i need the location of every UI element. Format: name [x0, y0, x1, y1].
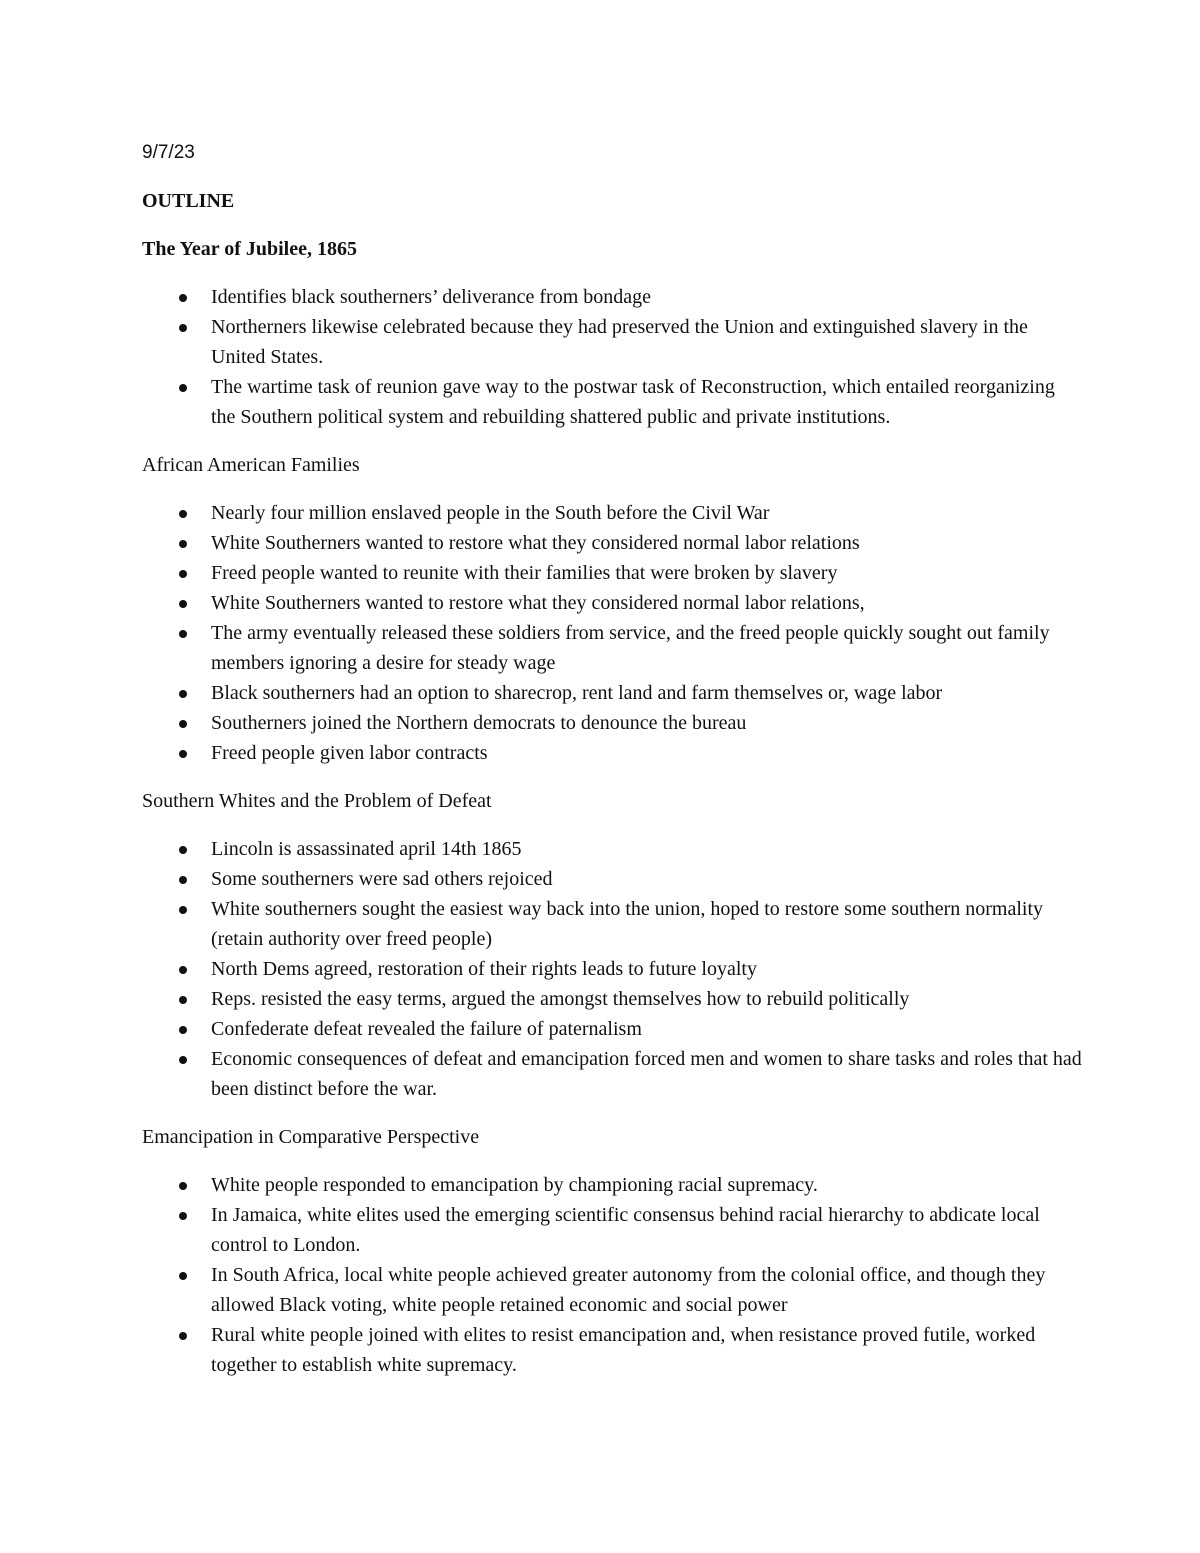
list-item-text: Freed people wanted to reunite with their families that were broken by slavery: [211, 562, 838, 584]
bullet-dot-icon: [179, 720, 187, 728]
list-item: [142, 1320, 1082, 1380]
bullet-dot-icon: [179, 294, 187, 302]
bullet-dot-icon: [179, 846, 187, 854]
list-item-text: Some southerners were sad others rejoiced: [211, 868, 553, 890]
bullet-dot-icon: [179, 690, 187, 698]
list-item: [142, 618, 1082, 678]
list-item: [142, 708, 1082, 738]
list-item-text: White Southerners wanted to restore what they considered normal labor relations,: [211, 592, 865, 614]
list-item: [142, 984, 1082, 1014]
list-item: [142, 588, 1082, 618]
list-item: [142, 528, 1082, 558]
list-item-text: In Jamaica, white elites used the emerging scientific consensus behind racial hierarchy to abdicate local control to London.: [211, 1204, 1040, 1256]
bullet-dot-icon: [179, 876, 187, 884]
list-item: [142, 1014, 1082, 1044]
list-item-text: Freed people given labor contracts: [211, 742, 488, 764]
list-item-text: Rural white people joined with elites to resist emancipation and, when resistance proved futile, worked together to establish white supremacy.: [211, 1324, 1036, 1376]
list-item: [142, 498, 1082, 528]
list-item: [142, 558, 1082, 588]
bullet-dot-icon: [179, 324, 187, 332]
list-item-text: Confederate defeat revealed the failure of paternalism: [211, 1018, 642, 1040]
section-heading: Southern Whites and the Problem of Defeat: [142, 790, 492, 812]
list-item-text: Lincoln is assassinated april 14th 1865: [211, 838, 522, 860]
bullet-dot-icon: [179, 750, 187, 758]
bullet-dot-icon: [179, 540, 187, 548]
list-item: [142, 1044, 1082, 1104]
bullet-dot-icon: [179, 1026, 187, 1034]
list-item-text: North Dems agreed, restoration of their rights leads to future loyalty: [211, 958, 757, 980]
bullet-list: [142, 1170, 1082, 1380]
bullet-dot-icon: [179, 600, 187, 608]
bullet-dot-icon: [179, 1056, 187, 1064]
list-item-text: White southerners sought the easiest way back into the union, hoped to restore some southern normality (retain authority over freed people): [211, 898, 1044, 950]
list-item: [142, 678, 1082, 708]
list-item-text: In South Africa, local white people achieved greater autonomy from the colonial office, and though they allowed Black voting, white people retained economic and social power: [211, 1264, 1046, 1316]
list-item-text: White people responded to emancipation by championing racial supremacy.: [211, 1174, 818, 1196]
bullet-dot-icon: [179, 570, 187, 578]
list-item: [142, 372, 1082, 432]
section-heading: African American Families: [142, 454, 360, 476]
document-page: [142, 138, 1082, 1398]
bullet-dot-icon: [179, 630, 187, 638]
list-item-text: The wartime task of reunion gave way to the postwar task of Reconstruction, which entailed reorganizing the Southern political system and rebuilding shattered public and private institutions.: [211, 376, 1055, 428]
list-item-text: Reps. resisted the easy terms, argued the amongst themselves how to rebuild politically: [211, 988, 910, 1010]
list-item: [142, 312, 1082, 372]
list-item-text: Black southerners had an option to sharecrop, rent land and farm themselves or, wage labor: [211, 682, 943, 704]
list-item-text: Identifies black southerners’ deliverance from bondage: [211, 286, 651, 308]
list-item-text: The army eventually released these soldiers from service, and the freed people quickly sought out family members ignoring a desire for steady wage: [211, 622, 1050, 674]
bullet-dot-icon: [179, 384, 187, 392]
list-item: [142, 1200, 1082, 1260]
list-item: [142, 738, 1082, 768]
outline-title: OUTLINE: [142, 190, 235, 212]
list-item: [142, 834, 1082, 864]
list-item: [142, 894, 1082, 954]
bullet-dot-icon: [179, 1272, 187, 1280]
bullet-list: [142, 498, 1082, 768]
bullet-dot-icon: [179, 1212, 187, 1220]
bullet-dot-icon: [179, 1182, 187, 1190]
bullet-list: [142, 834, 1082, 1104]
bullet-dot-icon: [179, 996, 187, 1004]
bullet-dot-icon: [179, 906, 187, 914]
list-item-text: Economic consequences of defeat and emancipation forced men and women to share tasks and roles that had been distinct before the war.: [211, 1048, 1082, 1100]
list-item: [142, 954, 1082, 984]
bullet-dot-icon: [179, 510, 187, 518]
list-item: [142, 864, 1082, 894]
sections-container: [142, 234, 1082, 1380]
bullet-dot-icon: [179, 1332, 187, 1340]
document-date: 9/7/23: [142, 142, 195, 163]
list-item-text: Northerners likewise celebrated because they had preserved the Union and extinguished slavery in the United States.: [211, 316, 1028, 368]
section-heading: The Year of Jubilee, 1865: [142, 238, 357, 260]
list-item-text: Southerners joined the Northern democrats to denounce the bureau: [211, 712, 747, 734]
list-item: [142, 1260, 1082, 1320]
list-item-text: Nearly four million enslaved people in the South before the Civil War: [211, 502, 770, 524]
list-item: [142, 282, 1082, 312]
list-item: [142, 1170, 1082, 1200]
list-item-text: White Southerners wanted to restore what they considered normal labor relations: [211, 532, 860, 554]
section-heading: Emancipation in Comparative Perspective: [142, 1126, 480, 1148]
bullet-dot-icon: [179, 966, 187, 974]
bullet-list: [142, 282, 1082, 432]
